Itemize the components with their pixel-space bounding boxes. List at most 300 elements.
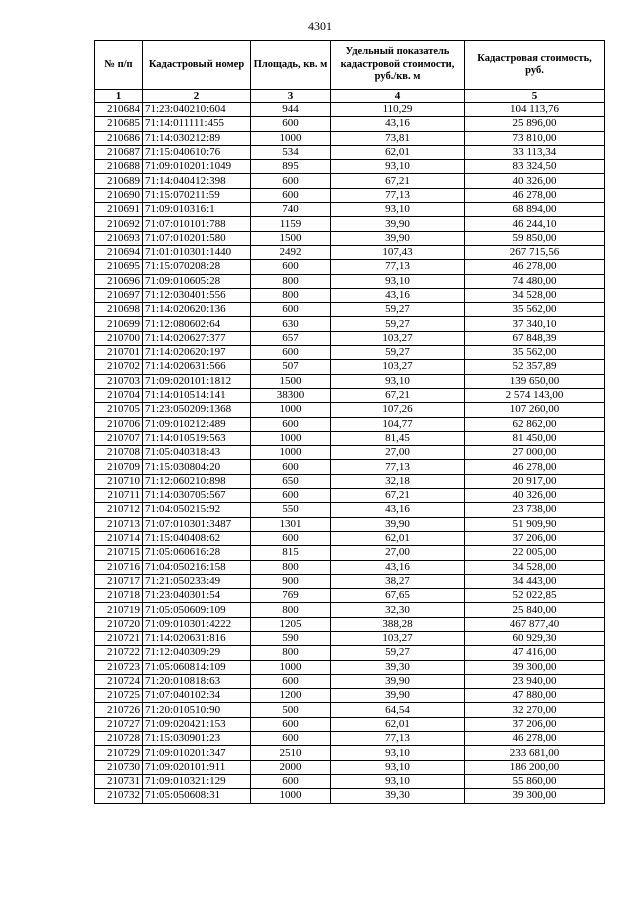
row-number-cell: 210688	[95, 160, 143, 174]
table-row	[95, 231, 605, 245]
table-row	[95, 160, 605, 174]
row-number-cell: 210715	[95, 546, 143, 560]
unit-value-cell: 77,13	[331, 732, 465, 746]
area-cell: 600	[251, 531, 331, 545]
header-cadastral-number: Кадастровый номер	[143, 41, 251, 90]
cadastral-number-cell: 71:20:010510:90	[143, 703, 251, 717]
column-numbering-row	[95, 90, 605, 103]
table-row	[95, 674, 605, 688]
row-number-cell: 210689	[95, 174, 143, 188]
header-area: Площадь, кв. м	[251, 41, 331, 90]
unit-value-cell: 43,16	[331, 503, 465, 517]
cadastral-number-cell: 71:05:050609:109	[143, 603, 251, 617]
table-row	[95, 703, 605, 717]
table-row	[95, 174, 605, 188]
cadastral-cost-cell: 81 450,00	[465, 431, 605, 445]
row-number-cell: 210692	[95, 217, 143, 231]
cadastral-number-cell: 71:09:020101:911	[143, 760, 251, 774]
unit-value-cell: 93,10	[331, 160, 465, 174]
row-number-cell: 210709	[95, 460, 143, 474]
cadastral-cost-cell: 55 860,00	[465, 774, 605, 788]
table-row	[95, 317, 605, 331]
table-row	[95, 617, 605, 631]
area-cell: 600	[251, 717, 331, 731]
area-cell: 2000	[251, 760, 331, 774]
table-row	[95, 260, 605, 274]
cadastral-cost-cell: 107 260,00	[465, 403, 605, 417]
cadastral-number-cell: 71:14:010514:141	[143, 388, 251, 402]
table-row	[95, 517, 605, 531]
unit-value-cell: 43,16	[331, 117, 465, 131]
cadastral-cost-cell: 59 850,00	[465, 231, 605, 245]
cadastral-cost-cell: 83 324,50	[465, 160, 605, 174]
cadastral-number-cell: 71:09:010201:1049	[143, 160, 251, 174]
cadastral-number-cell: 71:07:010201:580	[143, 231, 251, 245]
table-row	[95, 403, 605, 417]
table-row	[95, 360, 605, 374]
unit-value-cell: 62,01	[331, 145, 465, 159]
row-number-cell: 210701	[95, 346, 143, 360]
cadastral-number-cell: 71:05:060814:109	[143, 660, 251, 674]
table-row	[95, 331, 605, 345]
area-cell: 600	[251, 732, 331, 746]
table-row	[95, 660, 605, 674]
unit-value-cell: 93,10	[331, 760, 465, 774]
table-row	[95, 117, 605, 131]
row-number-cell: 210707	[95, 431, 143, 445]
table-row	[95, 245, 605, 259]
table-row	[95, 774, 605, 788]
table-row	[95, 689, 605, 703]
cadastral-cost-cell: 139 650,00	[465, 374, 605, 388]
row-number-cell: 210726	[95, 703, 143, 717]
cadastral-cost-cell: 2 574 143,00	[465, 388, 605, 402]
table-row	[95, 746, 605, 760]
table-row	[95, 574, 605, 588]
area-cell: 1000	[251, 789, 331, 803]
unit-value-cell: 39,30	[331, 789, 465, 803]
table-row	[95, 546, 605, 560]
cadastral-cost-cell: 67 848,39	[465, 331, 605, 345]
cadastral-number-cell: 71:09:010201:347	[143, 746, 251, 760]
unit-value-cell: 388,28	[331, 617, 465, 631]
cadastral-cost-cell: 23 940,00	[465, 674, 605, 688]
area-cell: 1159	[251, 217, 331, 231]
row-number-cell: 210699	[95, 317, 143, 331]
cadastral-cost-cell: 22 005,00	[465, 546, 605, 560]
cadastral-cost-cell: 25 840,00	[465, 603, 605, 617]
cadastral-cost-cell: 68 894,00	[465, 203, 605, 217]
cadastral-number-cell: 71:15:030804:20	[143, 460, 251, 474]
cadastral-number-cell: 71:14:020627:377	[143, 331, 251, 345]
cadastral-cost-cell: 37 340,10	[465, 317, 605, 331]
area-cell: 500	[251, 703, 331, 717]
area-cell: 1500	[251, 374, 331, 388]
cadastral-cost-cell: 34 443,00	[465, 574, 605, 588]
cadastral-cost-cell: 51 909,90	[465, 517, 605, 531]
area-cell: 900	[251, 574, 331, 588]
area-cell: 650	[251, 474, 331, 488]
row-number-cell: 210722	[95, 646, 143, 660]
row-number-cell: 210694	[95, 245, 143, 259]
cadastral-number-cell: 71:20:010818:63	[143, 674, 251, 688]
unit-value-cell: 93,10	[331, 274, 465, 288]
cadastral-number-cell: 71:07:010301:3487	[143, 517, 251, 531]
area-cell: 800	[251, 646, 331, 660]
area-cell: 600	[251, 303, 331, 317]
cadastral-number-cell: 71:15:030901:23	[143, 732, 251, 746]
cadastral-cost-cell: 34 528,00	[465, 560, 605, 574]
cadastral-number-cell: 71:04:050216:158	[143, 560, 251, 574]
cadastral-number-cell: 71:14:020620:197	[143, 346, 251, 360]
cadastral-cost-cell: 52 357,89	[465, 360, 605, 374]
row-number-cell: 210686	[95, 131, 143, 145]
cadastral-cost-cell: 46 278,00	[465, 732, 605, 746]
table-row	[95, 431, 605, 445]
cadastral-cost-cell: 20 917,00	[465, 474, 605, 488]
cadastral-cost-cell: 35 562,00	[465, 303, 605, 317]
table-row	[95, 388, 605, 402]
row-number-cell: 210720	[95, 617, 143, 631]
cadastral-cost-cell: 32 270,00	[465, 703, 605, 717]
row-number-cell: 210696	[95, 274, 143, 288]
cadastral-number-cell: 71:14:020631:566	[143, 360, 251, 374]
cadastral-cost-cell: 33 113,34	[465, 145, 605, 159]
area-cell: 740	[251, 203, 331, 217]
cadastral-number-cell: 71:07:040102:34	[143, 689, 251, 703]
area-cell: 1200	[251, 689, 331, 703]
row-number-cell: 210717	[95, 574, 143, 588]
table-row	[95, 217, 605, 231]
row-number-cell: 210721	[95, 631, 143, 645]
unit-value-cell: 32,18	[331, 474, 465, 488]
area-cell: 769	[251, 589, 331, 603]
table-row	[95, 732, 605, 746]
table-row	[95, 288, 605, 302]
unit-value-cell: 39,90	[331, 217, 465, 231]
unit-value-cell: 67,65	[331, 589, 465, 603]
table-row	[95, 560, 605, 574]
table-row	[95, 417, 605, 431]
area-cell: 895	[251, 160, 331, 174]
unit-value-cell: 39,30	[331, 660, 465, 674]
cadastral-cost-cell: 52 022,85	[465, 589, 605, 603]
table-row	[95, 303, 605, 317]
row-number-cell: 210693	[95, 231, 143, 245]
table-row	[95, 589, 605, 603]
row-number-cell: 210716	[95, 560, 143, 574]
unit-value-cell: 93,10	[331, 746, 465, 760]
area-cell: 1000	[251, 403, 331, 417]
cadastral-cost-cell: 73 810,00	[465, 131, 605, 145]
unit-value-cell: 81,45	[331, 431, 465, 445]
cadastral-cost-cell: 39 300,00	[465, 789, 605, 803]
cadastral-number-cell: 71:23:040301:54	[143, 589, 251, 603]
unit-value-cell: 104,77	[331, 417, 465, 431]
table-row	[95, 103, 605, 117]
table-row	[95, 717, 605, 731]
unit-value-cell: 103,27	[331, 631, 465, 645]
unit-value-cell: 77,13	[331, 260, 465, 274]
cadastral-number-cell: 71:14:030705:567	[143, 489, 251, 503]
cadastral-number-cell: 71:15:070208:28	[143, 260, 251, 274]
cadastral-number-cell: 71:21:050233:49	[143, 574, 251, 588]
area-cell: 600	[251, 188, 331, 202]
row-number-cell: 210685	[95, 117, 143, 131]
cadastral-cost-cell: 40 326,00	[465, 174, 605, 188]
unit-value-cell: 67,21	[331, 489, 465, 503]
unit-value-cell: 59,27	[331, 317, 465, 331]
cadastral-number-cell: 71:05:040318:43	[143, 446, 251, 460]
cadastral-cost-cell: 34 528,00	[465, 288, 605, 302]
cadastral-number-cell: 71:09:010321:129	[143, 774, 251, 788]
row-number-cell: 210729	[95, 746, 143, 760]
column-number: 1	[95, 90, 143, 103]
row-number-cell: 210712	[95, 503, 143, 517]
area-cell: 38300	[251, 388, 331, 402]
unit-value-cell: 39,90	[331, 674, 465, 688]
row-number-cell: 210725	[95, 689, 143, 703]
header-row-number: № п/п	[95, 41, 143, 90]
row-number-cell: 210730	[95, 760, 143, 774]
table-row	[95, 203, 605, 217]
cadastral-cost-cell: 60 929,30	[465, 631, 605, 645]
unit-value-cell: 39,90	[331, 689, 465, 703]
area-cell: 507	[251, 360, 331, 374]
unit-value-cell: 62,01	[331, 531, 465, 545]
cadastral-cost-cell: 233 681,00	[465, 746, 605, 760]
table-row	[95, 460, 605, 474]
unit-value-cell: 67,21	[331, 174, 465, 188]
row-number-cell: 210705	[95, 403, 143, 417]
table-body	[95, 103, 605, 804]
cadastral-number-cell: 71:14:011111:455	[143, 117, 251, 131]
cadastral-number-cell: 71:12:040309:29	[143, 646, 251, 660]
table-row	[95, 631, 605, 645]
cadastral-number-cell: 71:14:020631:816	[143, 631, 251, 645]
unit-value-cell: 59,27	[331, 646, 465, 660]
table-row	[95, 646, 605, 660]
table-row	[95, 346, 605, 360]
area-cell: 600	[251, 174, 331, 188]
unit-value-cell: 39,90	[331, 231, 465, 245]
row-number-cell: 210704	[95, 388, 143, 402]
cadastral-cost-cell: 37 206,00	[465, 531, 605, 545]
area-cell: 600	[251, 489, 331, 503]
area-cell: 944	[251, 103, 331, 117]
row-number-cell: 210723	[95, 660, 143, 674]
area-cell: 2510	[251, 746, 331, 760]
table-row	[95, 531, 605, 545]
area-cell: 600	[251, 260, 331, 274]
unit-value-cell: 64,54	[331, 703, 465, 717]
area-cell: 1500	[251, 231, 331, 245]
cadastral-cost-cell: 46 278,00	[465, 260, 605, 274]
column-number: 2	[143, 90, 251, 103]
cadastral-number-cell: 71:04:050215:92	[143, 503, 251, 517]
unit-value-cell: 67,21	[331, 388, 465, 402]
table-row	[95, 374, 605, 388]
area-cell: 550	[251, 503, 331, 517]
cadastral-cost-cell: 40 326,00	[465, 489, 605, 503]
unit-value-cell: 27,00	[331, 446, 465, 460]
row-number-cell: 210697	[95, 288, 143, 302]
cadastral-number-cell: 71:12:080602:64	[143, 317, 251, 331]
cadastral-cost-cell: 23 738,00	[465, 503, 605, 517]
area-cell: 800	[251, 288, 331, 302]
cadastral-cost-cell: 186 200,00	[465, 760, 605, 774]
cadastral-cost-cell: 46 278,00	[465, 460, 605, 474]
cadastral-number-cell: 71:15:070211:59	[143, 188, 251, 202]
unit-value-cell: 62,01	[331, 717, 465, 731]
cadastral-cost-cell: 62 862,00	[465, 417, 605, 431]
cadastral-cost-cell: 267 715,56	[465, 245, 605, 259]
area-cell: 534	[251, 145, 331, 159]
cadastral-number-cell: 71:12:060210:898	[143, 474, 251, 488]
area-cell: 600	[251, 460, 331, 474]
unit-value-cell: 107,43	[331, 245, 465, 259]
page-number: 4301	[308, 19, 332, 33]
row-number-cell: 210703	[95, 374, 143, 388]
area-cell: 1000	[251, 660, 331, 674]
row-number-cell: 210711	[95, 489, 143, 503]
cadastral-number-cell: 71:09:010212:489	[143, 417, 251, 431]
cadastral-number-cell: 71:05:050608:31	[143, 789, 251, 803]
row-number-cell: 210719	[95, 603, 143, 617]
cadastral-number-cell: 71:14:030212:89	[143, 131, 251, 145]
area-cell: 1000	[251, 446, 331, 460]
cadastral-cost-cell: 27 000,00	[465, 446, 605, 460]
cadastral-number-cell: 71:15:040610:76	[143, 145, 251, 159]
cadastral-number-cell: 71:23:050209:1368	[143, 403, 251, 417]
area-cell: 1000	[251, 431, 331, 445]
cadastral-number-cell: 71:09:010301:4222	[143, 617, 251, 631]
unit-value-cell: 59,27	[331, 346, 465, 360]
cadastral-cost-cell: 467 877,40	[465, 617, 605, 631]
area-cell: 600	[251, 774, 331, 788]
row-number-cell: 210690	[95, 188, 143, 202]
area-cell: 815	[251, 546, 331, 560]
area-cell: 600	[251, 417, 331, 431]
unit-value-cell: 39,90	[331, 517, 465, 531]
cadastral-number-cell: 71:14:010519:563	[143, 431, 251, 445]
cadastral-number-cell: 71:09:020101:1812	[143, 374, 251, 388]
cadastral-number-cell: 71:14:040412:398	[143, 174, 251, 188]
table-row	[95, 760, 605, 774]
row-number-cell: 210718	[95, 589, 143, 603]
cadastral-number-cell: 71:07:010101:788	[143, 217, 251, 231]
cadastral-cost-cell: 46 278,00	[465, 188, 605, 202]
header-unit-value: Удельный показатель кадастровой стоимости, руб./кв. м	[331, 41, 465, 90]
cadastral-cost-cell: 39 300,00	[465, 660, 605, 674]
unit-value-cell: 43,16	[331, 288, 465, 302]
cadastral-value-table	[94, 40, 605, 804]
cadastral-cost-cell: 104 113,76	[465, 103, 605, 117]
cadastral-cost-cell: 47 416,00	[465, 646, 605, 660]
unit-value-cell: 93,10	[331, 203, 465, 217]
area-cell: 630	[251, 317, 331, 331]
table-row	[95, 188, 605, 202]
row-number-cell: 210708	[95, 446, 143, 460]
unit-value-cell: 93,10	[331, 774, 465, 788]
unit-value-cell: 77,13	[331, 460, 465, 474]
area-cell: 657	[251, 331, 331, 345]
table-row	[95, 131, 605, 145]
cadastral-cost-cell: 74 480,00	[465, 274, 605, 288]
row-number-cell: 210713	[95, 517, 143, 531]
table-row	[95, 789, 605, 803]
unit-value-cell: 103,27	[331, 360, 465, 374]
row-number-cell: 210684	[95, 103, 143, 117]
cadastral-number-cell: 71:15:040408:62	[143, 531, 251, 545]
unit-value-cell: 38,27	[331, 574, 465, 588]
column-number: 5	[465, 90, 605, 103]
cadastral-number-cell: 71:14:020620:136	[143, 303, 251, 317]
row-number-cell: 210698	[95, 303, 143, 317]
unit-value-cell: 110,29	[331, 103, 465, 117]
table-row	[95, 503, 605, 517]
cadastral-cost-cell: 46 244,10	[465, 217, 605, 231]
unit-value-cell: 27,00	[331, 546, 465, 560]
row-number-cell: 210724	[95, 674, 143, 688]
unit-value-cell: 77,13	[331, 188, 465, 202]
row-number-cell: 210727	[95, 717, 143, 731]
table-row	[95, 474, 605, 488]
header-cadastral-cost: Кадастровая стоимость, руб.	[465, 41, 605, 90]
area-cell: 590	[251, 631, 331, 645]
table-row	[95, 489, 605, 503]
cadastral-number-cell: 71:09:010316:1	[143, 203, 251, 217]
cadastral-number-cell: 71:12:030401:556	[143, 288, 251, 302]
unit-value-cell: 93,10	[331, 374, 465, 388]
column-number: 3	[251, 90, 331, 103]
area-cell: 600	[251, 117, 331, 131]
cadastral-number-cell: 71:23:040210:604	[143, 103, 251, 117]
row-number-cell: 210710	[95, 474, 143, 488]
area-cell: 1301	[251, 517, 331, 531]
unit-value-cell: 43,16	[331, 560, 465, 574]
row-number-cell: 210687	[95, 145, 143, 159]
table-row	[95, 145, 605, 159]
row-number-cell: 210728	[95, 732, 143, 746]
cadastral-number-cell: 71:05:060616:28	[143, 546, 251, 560]
cadastral-cost-cell: 25 896,00	[465, 117, 605, 131]
unit-value-cell: 59,27	[331, 303, 465, 317]
area-cell: 2492	[251, 245, 331, 259]
cadastral-number-cell: 71:01:010301:1440	[143, 245, 251, 259]
row-number-cell: 210714	[95, 531, 143, 545]
cadastral-cost-cell: 37 206,00	[465, 717, 605, 731]
unit-value-cell: 103,27	[331, 331, 465, 345]
area-cell: 800	[251, 274, 331, 288]
table-row	[95, 603, 605, 617]
row-number-cell: 210706	[95, 417, 143, 431]
area-cell: 600	[251, 346, 331, 360]
cadastral-number-cell: 71:09:020421:153	[143, 717, 251, 731]
unit-value-cell: 107,26	[331, 403, 465, 417]
table-row	[95, 446, 605, 460]
column-number: 4	[331, 90, 465, 103]
row-number-cell: 210700	[95, 331, 143, 345]
area-cell: 800	[251, 603, 331, 617]
area-cell: 1205	[251, 617, 331, 631]
area-cell: 1000	[251, 131, 331, 145]
cadastral-cost-cell: 35 562,00	[465, 346, 605, 360]
table-row	[95, 274, 605, 288]
area-cell: 800	[251, 560, 331, 574]
cadastral-number-cell: 71:09:010605:28	[143, 274, 251, 288]
row-number-cell: 210732	[95, 789, 143, 803]
